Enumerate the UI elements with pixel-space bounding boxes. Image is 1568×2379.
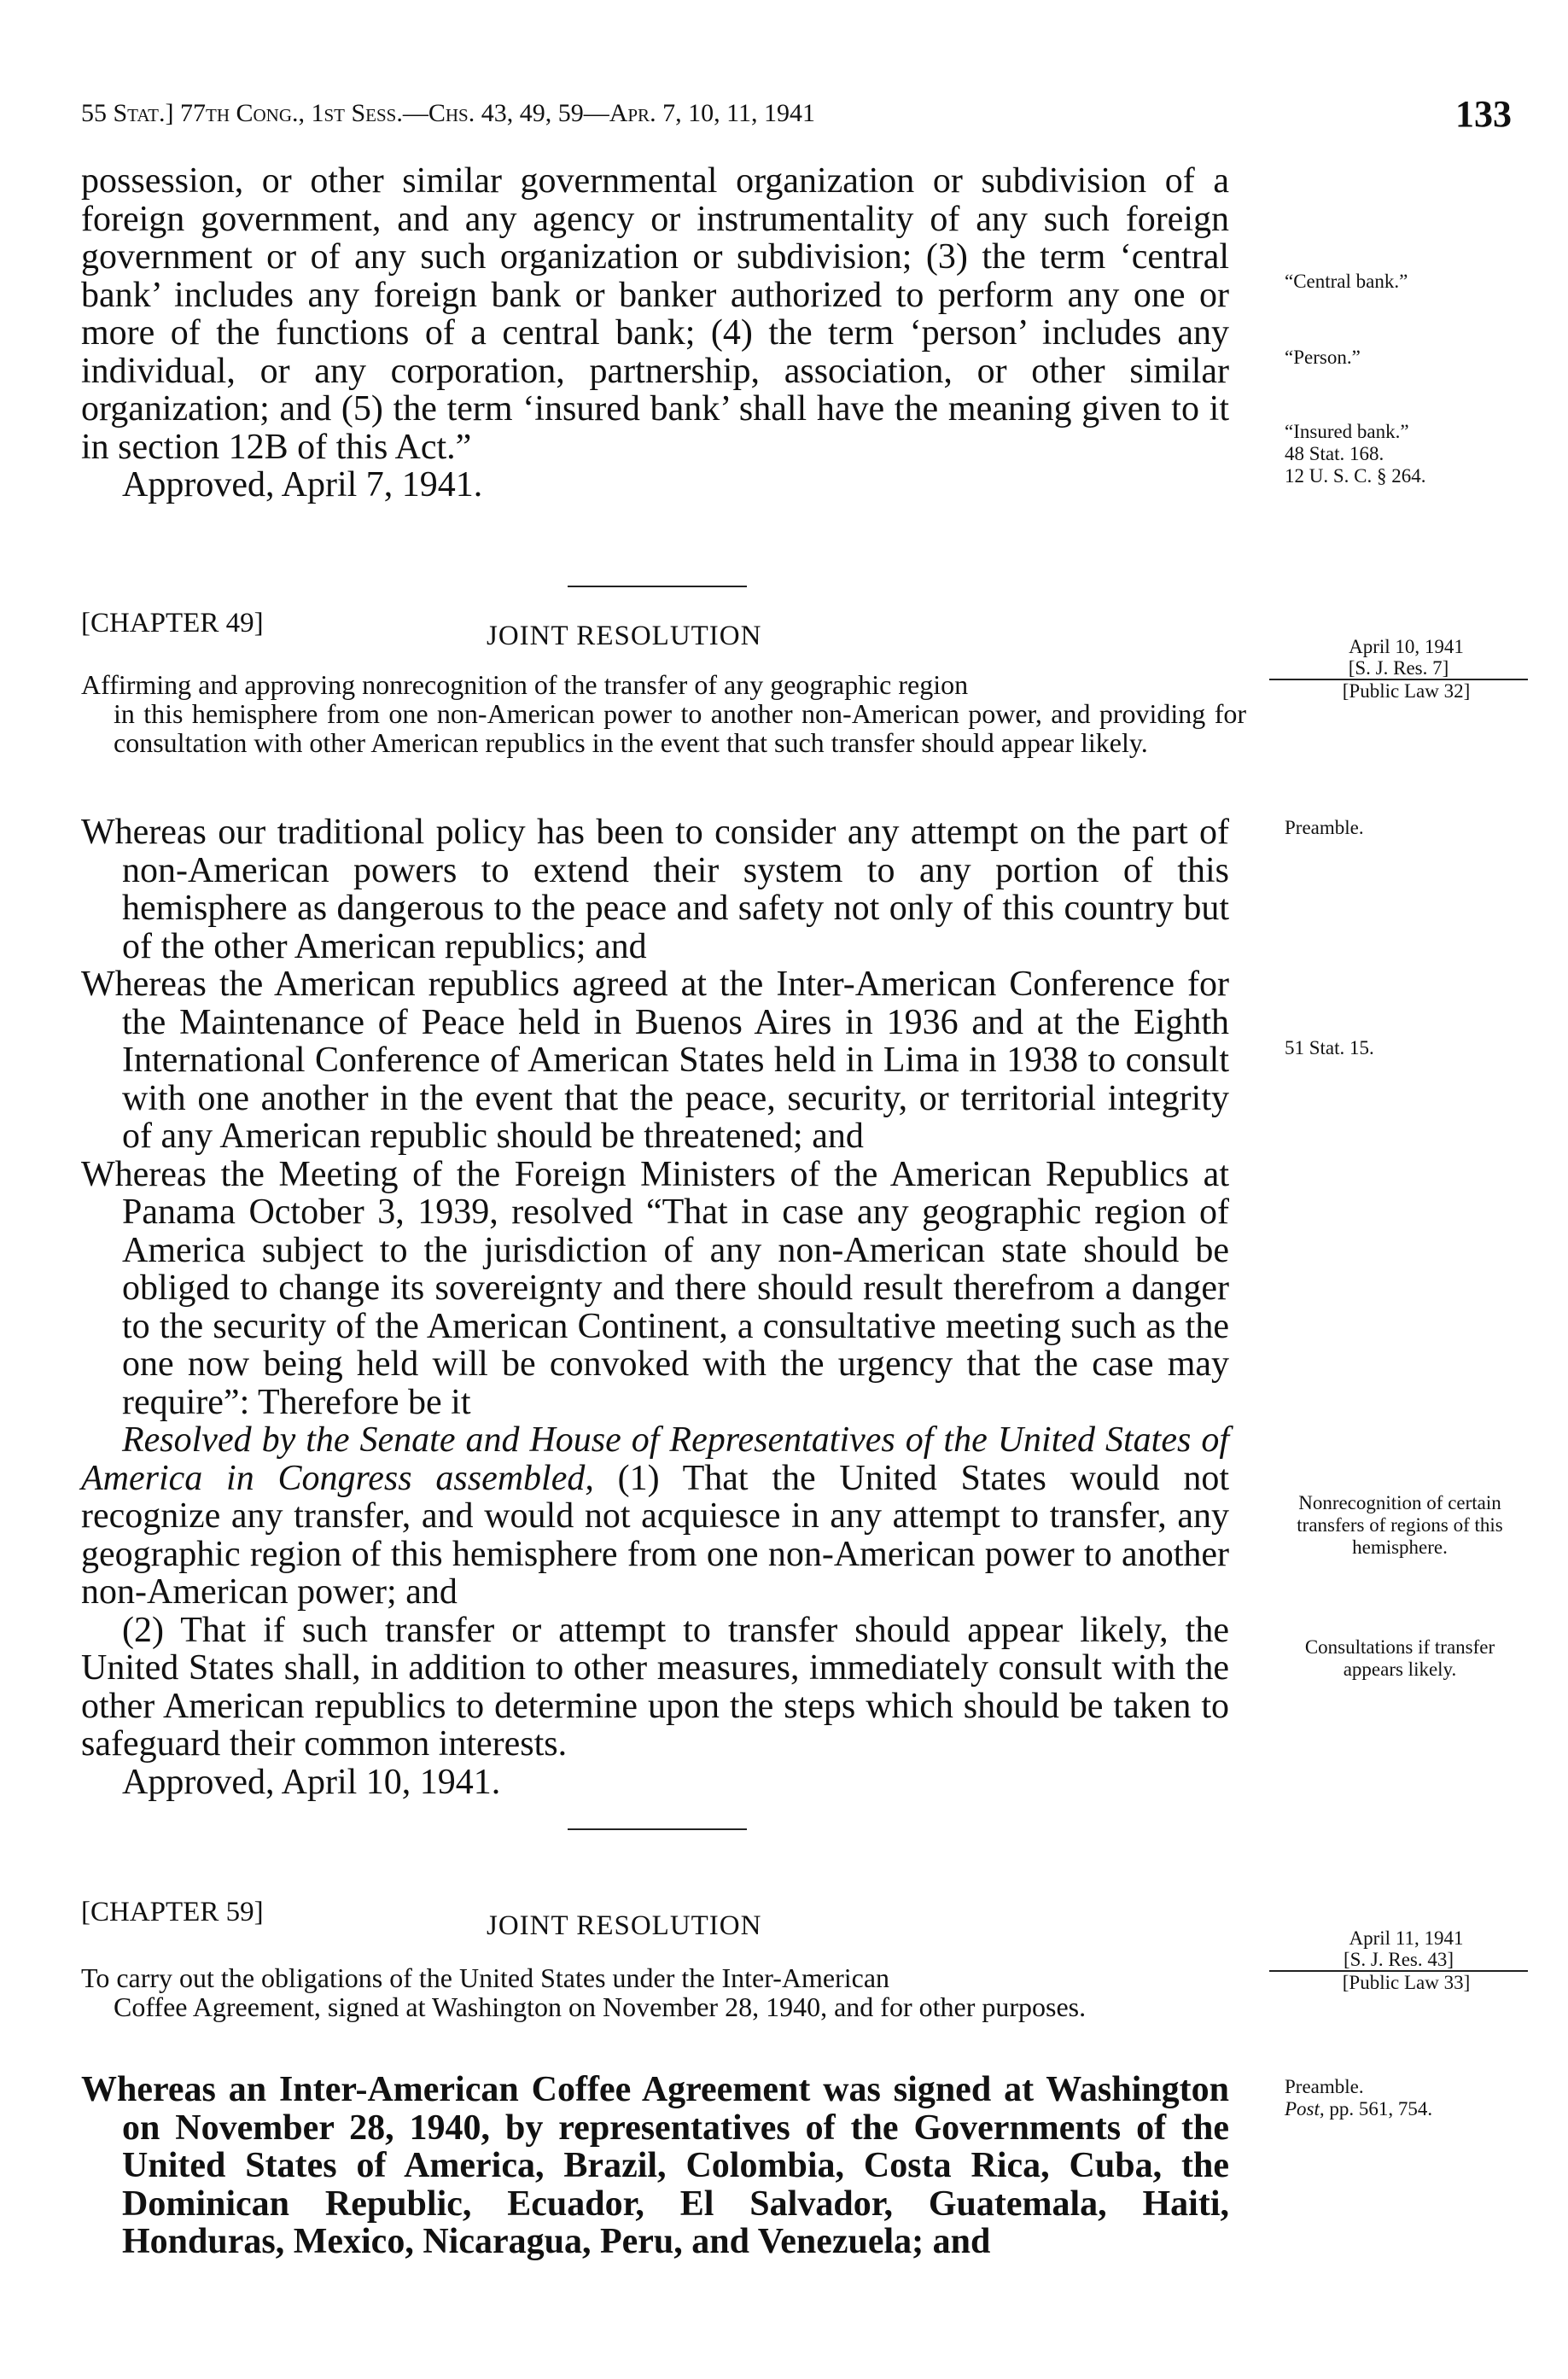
chapter-49-res: [S. J. Res. 7] <box>1269 657 1528 680</box>
chapter-59-title-rest: Coffee Agreement, signed at Washington on November 28, 1940, and for other purposes. <box>114 1991 1087 2022</box>
chapter-49-date: April 10, 1941 <box>1349 636 1464 657</box>
margin-note-preamble-49: Preamble. <box>1285 817 1364 838</box>
margin-note-51-stat: 51 Stat. 15. <box>1285 1037 1374 1058</box>
chapter-59-bill-box <box>1285 1927 1528 1993</box>
section-divider-2 <box>568 1828 747 1830</box>
chapter-49-whereas-2: Whereas the American republics agreed at the Inter-American Conference for the Maintenance of Peace held in Buenos Aires in 1936 and at the Eighth International Conference of American States held in Lima in 1938 to consult with one another in the event that the peace, security, or territorial integrity of any American republic should be threatened; and <box>81 965 1229 1156</box>
resolved-item-1: (1) That the United States would not recognize any transfer, and would not acquiesce in any attempt to transfer, any geographic region of this hemisphere from one non-American power to another non-American power; and <box>81 1458 1230 1612</box>
chapter-49-title-rest: in this hemisphere from one non-American power to another non-American power, and providing for consultation with other American republics in the event that such transfer should appear likely. <box>114 698 1246 758</box>
margin-note-person: “Person.” <box>1285 347 1361 368</box>
chapter-59-date: April 11, 1941 <box>1349 1927 1464 1949</box>
running-header: 55 Stat.] 77th Cong., 1st Sess.—Chs. 43, 49, 59—Apr. 7, 10, 11, 1941 <box>81 99 815 127</box>
chapter-59-label: [CHAPTER 59] <box>81 1897 264 1927</box>
chapter-49-label: [CHAPTER 49] <box>81 608 264 638</box>
chapter-49-whereas-3: Whereas the Meeting of the Foreign Ministers of the American Republics at Panama October 3, 1939, resolved “That in case any geographic region of America subject to the jurisdiction of any non-American state should be obliged to change its sovereignty and there should result therefrom a danger to the security of the American Continent, a consultative meeting such as the one now being held will be convoked with the urgency that the case may require”: Therefore be it <box>81 1154 1229 1422</box>
margin-note-insured-bank-label: “Insured bank.” <box>1285 421 1409 442</box>
margin-note-preamble-59 <box>1285 2076 1524 2120</box>
chapter-59-res: [S. J. Res. 43] <box>1269 1949 1528 1972</box>
chapter-49-bill-box <box>1285 636 1528 702</box>
approval-date-ch49: Approved, April 10, 1941. <box>122 1762 501 1802</box>
margin-note-preamble-59-label: Preamble. <box>1285 2076 1364 2097</box>
margin-note-insured-bank <box>1285 421 1524 487</box>
page-number: 133 <box>1455 93 1512 135</box>
margin-note-consultations: Consultations if transfer appears likely. <box>1304 1636 1495 1680</box>
chapter-59-title-first: To carry out the obligations of the United States under the Inter-American <box>81 1962 890 1993</box>
chapter-49-public-law: [Public Law 32] <box>1342 680 1471 702</box>
margin-note-nonrecognition: Nonrecognition of certain transfers of regions of this hemisphere. <box>1297 1492 1503 1558</box>
section-divider <box>568 586 747 587</box>
margin-note-pages: pp. 561, 754. <box>1324 2098 1433 2120</box>
margin-note-stat-168: 48 Stat. 168. <box>1285 443 1384 464</box>
margin-note-post: Post, <box>1285 2098 1325 2120</box>
approval-date-ch43: Approved, April 7, 1941. <box>122 465 483 504</box>
chapter-59-body <box>81 2071 1229 2261</box>
margin-note-usc-264: 12 U. S. C. § 264. <box>1285 465 1426 487</box>
chapter-49-body <box>81 813 1229 1801</box>
margin-note-central-bank: “Central bank.” <box>1285 271 1408 292</box>
chapter-49-title <box>81 670 1246 757</box>
continuation-paragraph: possession, or other similar governmental organization or subdivision of a foreign government, and any agency or instrumentality of any such foreign government or of any such organization or subdivision; (3) the term ‘central bank’ includes any foreign bank or banker authorized to perform any one or more of the functions of a central bank; (4) the term ‘person’ includes any individual, or any corporation, partnership, association, or other similar organization; and (5) the term ‘insured bank’ shall have the meaning given to it in section 12B of this Act.” <box>81 161 1229 467</box>
resolving-clause: Resolved by the Senate and House of Representatives of the United States of America in Congress assembled, <box>81 1420 1229 1498</box>
chapter-49-item-2: (2) That if such transfer or attempt to transfer should appear likely, the United States shall, in addition to other measures, immediately consult with the other American republics to determine upon the steps which should be taken to safeguard their common interests. <box>81 1610 1229 1764</box>
margin-note-post-pages <box>1285 2098 1524 2120</box>
chapter-59-title <box>81 1963 1246 2021</box>
chapter-59-heading: JOINT RESOLUTION <box>487 1910 762 1941</box>
chapter-49-whereas-1: Whereas our traditional policy has been to consider any attempt on the part of non-American powers to extend their system to any portion of this hemisphere as dangerous to the peace and safety not only of this country but of the other American republics; and <box>81 813 1229 966</box>
chapter-59-public-law: [Public Law 33] <box>1342 1972 1471 1993</box>
section-continuation <box>81 162 1229 504</box>
chapter-49-title-first: Affirming and approving nonrecognition of the transfer of any geographic region <box>81 669 969 700</box>
chapter-49-resolved <box>81 1421 1229 1612</box>
chapter-49-heading: JOINT RESOLUTION <box>487 621 762 651</box>
chapter-59-whereas-1: Whereas an Inter-American Coffee Agreement was signed at Washington on November 28, 1940, by representatives of the Governments of the United States of America, Brazil, Colombia, Costa Rica, Cuba, the Dominican Republic, Ecuador, El Salvador, Guatemala, Haiti, Honduras, Mexico, Nicaragua, Peru, and Venezuela; and <box>81 2070 1229 2261</box>
